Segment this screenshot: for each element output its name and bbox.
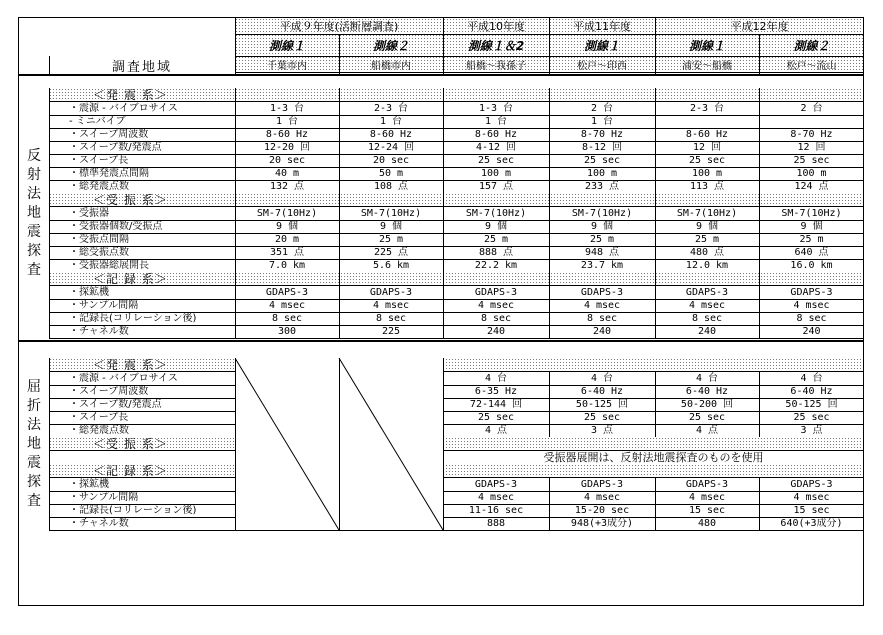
row-label: ・スイープ数/発震点	[69, 141, 162, 153]
data-cell: 23.7 km	[580, 259, 624, 271]
column-divider	[655, 372, 656, 437]
column-divider	[759, 34, 760, 74]
survey-line-header: 測線２	[759, 34, 864, 56]
data-cell: 6-40 Hz	[580, 385, 624, 397]
side-char: 査	[27, 261, 41, 278]
data-cell: 948(+3成分)	[570, 517, 634, 529]
data-cell: 25 m	[589, 233, 615, 245]
data-cell: 9 個	[275, 220, 299, 232]
data-cell: GDAPS-3	[685, 286, 729, 298]
column-divider	[339, 34, 340, 74]
data-cell: 948 点	[584, 246, 620, 258]
data-cell: 20 m	[274, 233, 300, 245]
data-cell: 8 sec	[271, 312, 303, 324]
data-cell: 11-16 sec	[468, 504, 524, 516]
row-label: ・震源 - バイブロサイス	[69, 102, 178, 114]
column-divider	[759, 88, 760, 338]
column-divider	[49, 358, 50, 530]
column-divider	[49, 88, 50, 338]
data-cell: 4-12 回	[475, 141, 517, 153]
receiver-note: 受振器展開は、反射法地震探査のものを使用	[543, 451, 764, 464]
data-cell: 25 sec	[793, 154, 830, 166]
data-cell: 12 回	[692, 141, 722, 153]
row-label: ・チャネル数	[69, 325, 129, 337]
side-char: 震	[27, 454, 41, 471]
side-char: 屈	[27, 378, 41, 395]
data-cell: GDAPS-3	[474, 286, 518, 298]
side-char: 射	[27, 166, 41, 183]
data-cell: 480	[697, 517, 717, 529]
survey-place: 浦安～船橋	[655, 56, 759, 72]
row-divider	[49, 338, 864, 339]
data-cell: 9 個	[484, 220, 508, 232]
data-cell: 7.0 km	[268, 259, 306, 271]
data-cell: 225	[381, 325, 401, 337]
refraction-side-label	[19, 358, 49, 530]
data-cell: 3 点	[800, 424, 823, 436]
data-cell: 4 msec	[583, 299, 621, 311]
data-cell: 480 点	[689, 246, 725, 258]
data-cell: 20 sec	[268, 154, 306, 166]
side-char: 法	[27, 185, 41, 202]
survey-place: 船橋市内	[339, 56, 443, 72]
data-cell: 1 台	[590, 115, 614, 127]
data-cell: 25 m	[483, 233, 509, 245]
row-label: ・スイープ長	[69, 411, 129, 423]
data-cell: 4 msec	[688, 491, 726, 503]
data-cell: 50-200 回	[680, 398, 734, 410]
column-divider	[549, 478, 550, 530]
data-cell: 9 個	[800, 220, 823, 232]
data-cell: SM-7(10Hz)	[571, 207, 633, 219]
row-label: ・受振点間隔	[69, 233, 129, 245]
column-divider	[235, 18, 236, 74]
data-cell: 25 sec	[583, 411, 621, 423]
data-cell	[759, 115, 864, 128]
row-label: ・受振器総展開長	[69, 259, 149, 271]
column-divider	[759, 372, 760, 437]
data-cell: 4 点	[695, 424, 719, 436]
side-char: 探	[27, 242, 41, 259]
data-cell: 22.2 km	[474, 259, 518, 271]
data-cell: 1-3 台	[478, 102, 514, 114]
data-cell: 8 sec	[691, 312, 723, 324]
column-divider	[339, 358, 340, 530]
column-divider	[443, 18, 444, 34]
data-cell: 15-20 sec	[574, 504, 630, 516]
data-cell: 8-70 Hz	[580, 128, 624, 140]
row-label: ・スイープ周波数	[69, 128, 149, 140]
column-divider	[549, 372, 550, 437]
data-cell: 888	[486, 517, 506, 529]
survey-line-header: 測線１	[549, 34, 655, 56]
data-cell: SM-7(10Hz)	[465, 207, 527, 219]
data-cell: 15 sec	[793, 504, 830, 516]
data-cell: 240	[697, 325, 717, 337]
section-header: ＜記 録 系＞	[93, 464, 168, 478]
survey-place: 千葉市内	[235, 56, 339, 72]
column-divider	[655, 88, 656, 338]
side-char: 法	[27, 416, 41, 433]
data-cell: 5.6 km	[372, 259, 410, 271]
row-label: ・探鉱機	[69, 286, 109, 298]
data-cell: 4 台	[695, 372, 719, 384]
row-label: ・サンプル間隔	[69, 491, 139, 503]
data-cell	[655, 115, 759, 128]
section-header: ＜発 震 系＞	[93, 358, 168, 372]
survey-place: 松戸～印西	[549, 56, 655, 72]
column-divider	[655, 18, 656, 34]
side-char: 折	[27, 397, 41, 414]
column-divider	[443, 358, 444, 530]
data-cell: 25 sec	[688, 411, 726, 423]
data-cell: 8-60 Hz	[474, 128, 518, 140]
year-header: 平成10年度	[443, 18, 549, 34]
data-cell: 132 点	[269, 180, 305, 192]
data-cell: 2-3 台	[689, 102, 725, 114]
section-header: ＜発 震 系＞	[93, 88, 168, 102]
data-cell: 8 sec	[796, 312, 827, 324]
data-cell: 8 sec	[375, 312, 407, 324]
data-cell: 20 sec	[372, 154, 410, 166]
data-cell: GDAPS-3	[580, 478, 624, 490]
data-cell: 9 個	[695, 220, 719, 232]
data-cell: 351 点	[269, 246, 305, 258]
column-divider	[549, 34, 550, 74]
data-cell: 225 点	[373, 246, 409, 258]
row-divider	[49, 530, 864, 531]
data-cell: 9 個	[379, 220, 403, 232]
data-cell: 100 m	[796, 167, 827, 179]
data-cell: 1 台	[275, 115, 299, 127]
column-divider	[655, 34, 656, 74]
row-label: ・総発震点数	[69, 424, 129, 436]
data-cell: 12-24 回	[367, 141, 415, 153]
data-cell: SM-7(10Hz)	[781, 207, 842, 219]
data-cell: 108 点	[373, 180, 409, 192]
survey-area-label: 調査地域	[111, 59, 172, 75]
data-cell: GDAPS-3	[265, 286, 309, 298]
data-cell: 25 sec	[793, 411, 830, 423]
survey-line-header: 測線１	[235, 34, 339, 56]
data-cell: 25 sec	[583, 154, 621, 166]
data-cell: 25 sec	[477, 154, 515, 166]
data-cell: 233 点	[584, 180, 620, 192]
data-cell: 1-3 台	[269, 102, 305, 114]
row-label: ・標準発震点間隔	[69, 167, 149, 179]
data-cell: 72-144 回	[469, 398, 523, 410]
row-label: ・スイープ数/発震点	[69, 398, 162, 410]
column-divider	[549, 88, 550, 338]
data-cell: 4 台	[800, 372, 823, 384]
row-label: ・サンプル間隔	[69, 299, 139, 311]
data-cell: 8-60 Hz	[685, 128, 729, 140]
survey-line-header: 測線２	[339, 34, 443, 56]
data-cell: GDAPS-3	[685, 478, 729, 490]
data-cell: 124 点	[794, 180, 829, 192]
data-cell: 240	[592, 325, 612, 337]
data-cell: GDAPS-3	[790, 478, 833, 490]
data-cell: GDAPS-3	[474, 478, 518, 490]
data-cell: 25 sec	[688, 154, 726, 166]
data-cell: 12-20 回	[263, 141, 311, 153]
side-char: 査	[27, 492, 41, 509]
column-divider	[339, 88, 340, 338]
row-label: ・記録長(コリレーション後)	[69, 504, 197, 516]
row-divider	[19, 340, 864, 342]
row-label: ・受振器	[69, 207, 109, 219]
data-cell: 12.0 km	[685, 259, 729, 271]
data-cell: 25 m	[694, 233, 720, 245]
data-cell: 8-60 Hz	[265, 128, 309, 140]
data-cell: 4 msec	[583, 491, 621, 503]
row-label: ・総受振点数	[69, 246, 129, 258]
row-label: ・受振器個数/受振点	[69, 220, 163, 232]
year-header: 平成11年度	[549, 18, 655, 34]
survey-line-header: 測線１	[655, 34, 759, 56]
column-divider	[235, 358, 236, 530]
data-cell: 8-60 Hz	[369, 128, 413, 140]
section-header: ＜受 振 系＞	[93, 193, 168, 207]
row-divider	[19, 74, 864, 76]
data-cell: 4 msec	[688, 299, 726, 311]
data-cell: 4 点	[484, 424, 508, 436]
data-cell: 4 msec	[477, 299, 515, 311]
data-cell: 40 m	[274, 167, 300, 179]
diagonal-line	[235, 358, 339, 530]
data-cell: 240	[486, 325, 506, 337]
data-cell: 640(+3成分)	[780, 517, 843, 529]
data-cell: SM-7(10Hz)	[256, 207, 318, 219]
data-cell: 6-40 Hz	[790, 385, 833, 397]
data-cell: 2 台	[800, 102, 823, 114]
column-divider	[549, 18, 550, 34]
data-cell: SM-7(10Hz)	[676, 207, 738, 219]
section-header: ＜受 振 系＞	[93, 437, 168, 451]
data-cell: 25 m	[799, 233, 824, 245]
side-char: 探	[27, 473, 41, 490]
data-cell: 50-125 回	[785, 398, 838, 410]
data-cell: 50 m	[378, 167, 404, 179]
data-cell: 100 m	[691, 167, 723, 179]
row-label: ・チャネル数	[69, 517, 129, 529]
year-header: 平成12年度	[655, 18, 864, 34]
side-char: 反	[27, 147, 41, 164]
data-cell: 16.0 km	[790, 259, 833, 271]
data-cell: 8 sec	[586, 312, 618, 324]
survey-line-header: 測線１＆2	[443, 34, 549, 56]
data-cell: 300	[277, 325, 297, 337]
row-label: ・スイープ周波数	[69, 385, 149, 397]
diagonal-line	[339, 358, 443, 530]
column-divider	[49, 56, 50, 74]
data-cell: 9 個	[590, 220, 614, 232]
row-label: ・震源 - バイブロサイス	[69, 372, 178, 384]
side-char: 地	[27, 204, 41, 221]
data-cell: 4 台	[590, 372, 614, 384]
row-label: ・スイープ長	[69, 154, 129, 166]
column-divider	[443, 88, 444, 338]
data-cell: 157 点	[478, 180, 514, 192]
data-cell: 12 回	[797, 141, 826, 153]
column-divider	[655, 478, 656, 530]
data-cell: 100 m	[480, 167, 512, 179]
row-label: ・探鉱機	[69, 478, 109, 490]
data-cell: GDAPS-3	[790, 286, 833, 298]
data-cell: 4 台	[484, 372, 508, 384]
survey-spec-table	[18, 17, 864, 606]
data-cell: GDAPS-3	[369, 286, 413, 298]
data-cell: 6-35 Hz	[474, 385, 518, 397]
side-char: 地	[27, 435, 41, 452]
data-cell: 2-3 台	[373, 102, 409, 114]
reflection-side-label	[19, 88, 49, 338]
data-cell: 4 msec	[793, 491, 830, 503]
column-divider	[443, 34, 444, 74]
data-cell: 8-12 回	[581, 141, 623, 153]
data-cell: 15 sec	[688, 504, 726, 516]
data-cell: 3 点	[590, 424, 614, 436]
data-cell: 6-40 Hz	[685, 385, 729, 397]
survey-place: 松戸～流山	[759, 56, 864, 72]
data-cell: SM-7(10Hz)	[360, 207, 422, 219]
data-cell: 4 msec	[372, 299, 410, 311]
data-cell: 240	[802, 325, 821, 337]
data-cell: 113 点	[689, 180, 725, 192]
data-cell: GDAPS-3	[580, 286, 624, 298]
data-cell: 2 台	[590, 102, 614, 114]
column-divider	[759, 478, 760, 530]
data-cell: 1 台	[484, 115, 508, 127]
row-label: ・総発震点数	[69, 180, 129, 192]
data-cell: 4 msec	[793, 299, 830, 311]
side-char: 震	[27, 223, 41, 240]
survey-place: 船橋～我孫子	[443, 56, 549, 72]
row-label: ・記録長(コリレーション後)	[69, 312, 197, 324]
data-cell: 25 sec	[477, 411, 515, 423]
data-cell: 4 msec	[268, 299, 306, 311]
data-cell: 50-125 回	[575, 398, 629, 410]
data-cell: 1 台	[379, 115, 403, 127]
column-divider	[235, 88, 236, 338]
data-cell: 8-70 Hz	[790, 128, 833, 140]
data-cell: 4 msec	[477, 491, 515, 503]
data-cell: 25 m	[378, 233, 404, 245]
data-cell: 100 m	[586, 167, 618, 179]
data-cell: 640 点	[794, 246, 829, 258]
year-header: 平成９年度(活断層調査)	[235, 18, 443, 34]
data-cell: 8 sec	[480, 312, 512, 324]
row-label: - ミニバイブ	[69, 115, 126, 127]
section-header: ＜記 録 系＞	[93, 272, 168, 286]
data-cell: 888 点	[478, 246, 514, 258]
